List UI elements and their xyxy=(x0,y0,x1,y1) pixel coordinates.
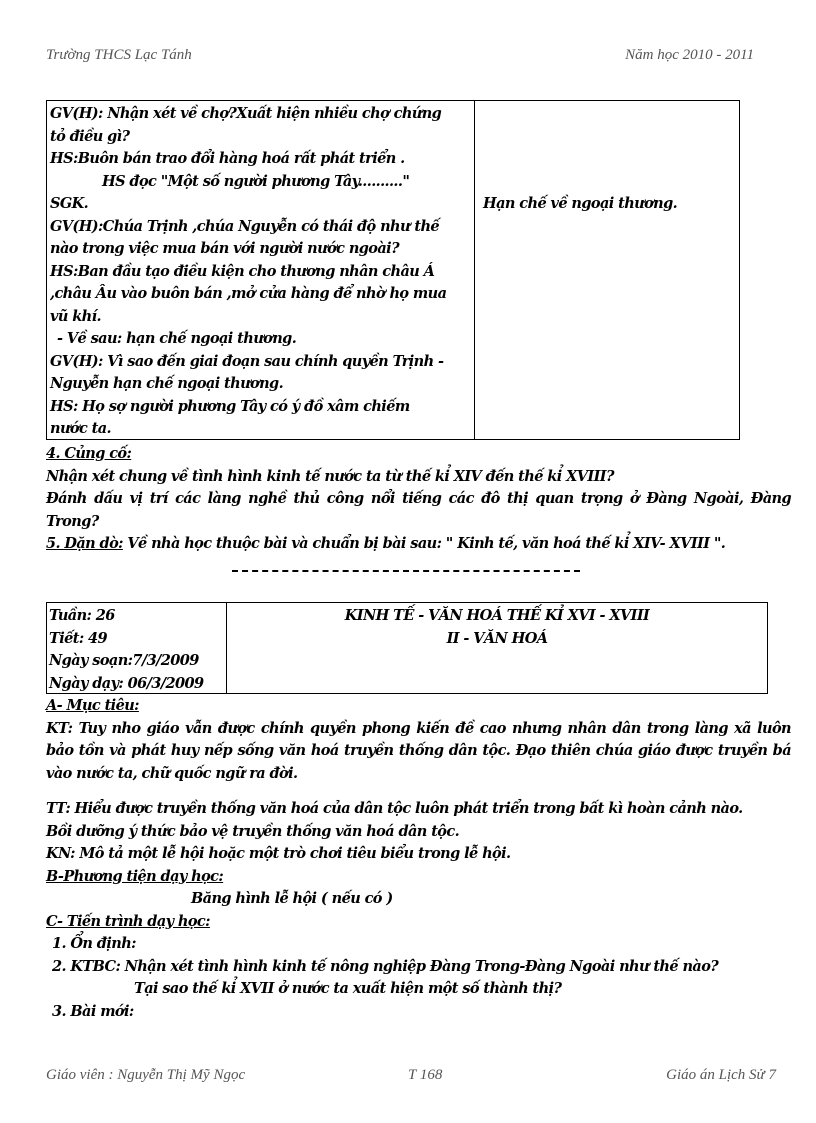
table-line: GV(H): Nhận xét về chợ?Xuất hiện nhiều chợ chứng xyxy=(50,105,442,122)
lesson-info-cell xyxy=(47,603,227,693)
footer-teacher: Giáo viên : Nguyễn Thị Mỹ Ngọc xyxy=(46,1067,246,1083)
consolidation-line: Nhận xét chung về tình hình kinh tế nước ta từ thế kỉ XIV đến thế kỉ XVIII? xyxy=(46,467,614,485)
lesson-subtitle: II - VĂN HOÁ xyxy=(446,629,548,647)
prepared-date: Ngày soạn:7/3/2009 xyxy=(49,652,199,669)
objective-attitude: TT: Hiểu được truyền thống văn hoá của dân tộc luôn phát triển trong bất kì hoàn cảnh nào. xyxy=(46,800,743,817)
table-line: nào trong việc mua bán với người nước ngoài? xyxy=(50,240,399,257)
table-line: Nguyễn hạn chế ngoại thương. xyxy=(50,375,284,392)
section-divider xyxy=(232,570,580,572)
process-step: 2. KTBC: Nhận xét tình hình kinh tế nông nghiệp Đàng Trong-Đàng Ngoài như thế nào? xyxy=(52,957,719,975)
means-heading: B-Phương tiện dạy học: xyxy=(46,867,224,885)
means-item: Băng hình lễ hội ( nếu có ) xyxy=(191,890,393,907)
table-line: HS:Buôn bán trao đổi hàng hoá rất phát triển . xyxy=(50,150,405,167)
activity-table-left-cell xyxy=(47,101,475,439)
week-label: Tuần: 26 xyxy=(49,607,115,624)
process-step: Tại sao thế kỉ XVII ở nước ta xuất hiện một số thành thị? xyxy=(134,980,562,997)
lesson-title-cell xyxy=(227,603,767,693)
process-step: 1. Ổn định: xyxy=(52,935,136,952)
activity-table xyxy=(46,100,740,440)
process-step: 3. Bài mới: xyxy=(52,1002,134,1020)
homework-line xyxy=(46,533,791,556)
table-line: ,châu Âu vào buôn bán ,mở cửa hàng để nhờ họ mua xyxy=(50,285,447,302)
consolidation-heading: 4. Củng cố: xyxy=(46,445,132,462)
table-line: HS đọc "Một số người phương Tây.........." xyxy=(102,172,410,190)
consolidation-line: Đánh dấu vị trí các làng nghề thủ công nổi tiếng các đô thị quan trọng ở Đàng Ngoài, Đàng Trong? xyxy=(46,490,791,530)
table-line: HS: Họ sợ người phương Tây có ý đồ xâm chiếm xyxy=(50,397,410,415)
table-line: nước ta. xyxy=(50,420,111,437)
objectives-heading: A- Mục tiêu: xyxy=(46,697,139,714)
table-line: GV(H):Chúa Trịnh ,chúa Nguyễn có thái độ như thế xyxy=(50,217,440,235)
table-line: vũ khí. xyxy=(50,307,101,325)
header-school-year: Năm học 2010 - 2011 xyxy=(625,47,754,63)
objective-attitude-2: Bồi dưỡng ý thức bảo vệ truyền thống văn hoá dân tộc. xyxy=(46,822,460,840)
lesson-info-table xyxy=(46,602,768,694)
homework-text: Về nhà học thuộc bài và chuẩn bị bài sau: " Kinh tế, văn hoá thế kỉ XIV- XVIII ". xyxy=(122,535,726,552)
table-line: GV(H): Vì sao đến giai đoạn sau chính quyền Trịnh - xyxy=(50,352,444,370)
table-line: SGK. xyxy=(50,195,89,212)
footer-page-number: T 168 xyxy=(408,1067,443,1083)
lesson-body xyxy=(46,695,791,1023)
objective-skill: KN: Mô tả một lễ hội hoặc một trò chơi tiêu biểu trong lễ hội. xyxy=(46,845,511,862)
objective-knowledge: KT: Tuy nho giáo vẫn được chính quyền phong kiến đề cao nhưng nhân dân trong làng xã luôn bảo tồn và phát huy nếp sống văn hoá truyền thống dân tộc. Đạo thiên chúa giáo được truyền bá vào nước ta, chữ quốc ngữ ra đời. xyxy=(46,719,791,782)
teaching-date: Ngày dạy: 06/3/2009 xyxy=(49,674,204,692)
content-note: Hạn chế về ngoại thương. xyxy=(483,195,678,212)
consolidation-section xyxy=(46,443,791,556)
process-heading: C- Tiến trình dạy học: xyxy=(46,912,210,930)
table-line: - Về sau: hạn chế ngoại thương. xyxy=(57,330,297,347)
activity-table-right-cell xyxy=(475,101,739,439)
homework-label: 5. Dặn dò: xyxy=(46,535,123,552)
header-school: Trường THCS Lạc Tánh xyxy=(46,47,192,63)
table-line: tỏ điều gì? xyxy=(50,127,130,145)
lesson-title: KINH TẾ - VĂN HOÁ THẾ KỈ XVI - XVIII xyxy=(344,607,650,624)
footer-subject: Giáo án Lịch Sử 7 xyxy=(666,1067,776,1083)
table-line: HS:Ban đầu tạo điều kiện cho thương nhân châu Á xyxy=(50,262,435,280)
period-label: Tiết: 49 xyxy=(49,629,108,647)
